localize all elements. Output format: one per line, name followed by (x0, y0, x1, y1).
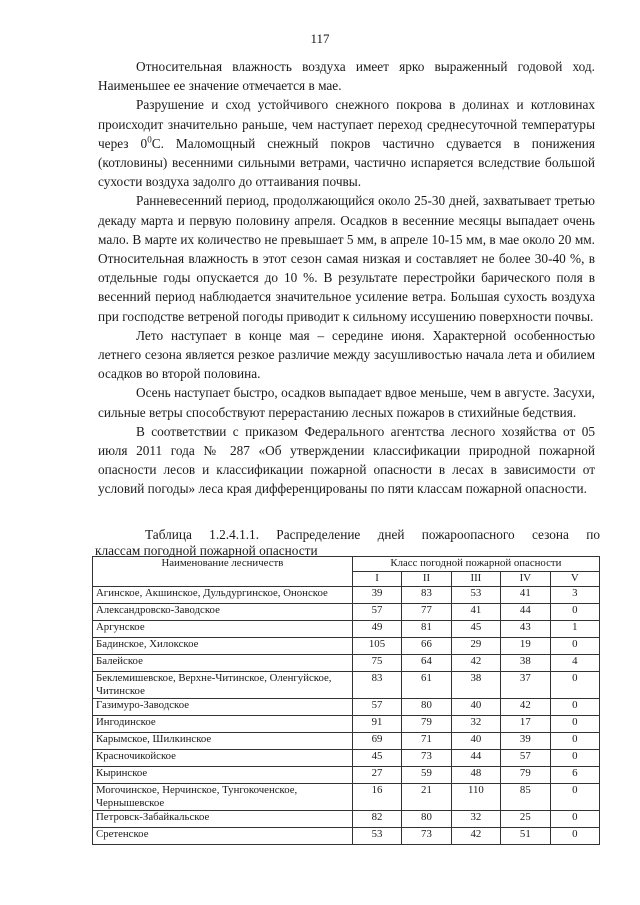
forestry-name-cell: Карымское, Шилкинское (93, 733, 353, 750)
value-cell: 37 (501, 672, 550, 699)
forestry-name-cell: Беклемишевское, Верхне-Читинское, Оленгуйское, Читинское (93, 672, 353, 699)
value-cell: 48 (451, 767, 500, 784)
forestry-name-cell: Аргунское (93, 621, 353, 638)
value-cell: 83 (402, 587, 451, 604)
value-cell: 53 (451, 587, 500, 604)
value-cell: 57 (352, 699, 401, 716)
value-cell: 0 (550, 716, 599, 733)
header-forestry-name: Наименование лесничеств (93, 557, 353, 587)
value-cell: 53 (352, 828, 401, 845)
table-caption (95, 527, 600, 559)
value-cell: 44 (451, 750, 500, 767)
paragraph-summer: Лето наступает в конце мая – середине июня. Характерной особенностью летнего сезона является резкое различие между засушливостью начала лета и обилием осадков во второй половина. (98, 327, 595, 382)
forestry-name-cell: Газимуро-Заводское (93, 699, 353, 716)
header-class-3: III (451, 572, 500, 587)
value-cell: 40 (451, 733, 500, 750)
forestry-name-cell: Сретенское (93, 828, 353, 845)
snow-text-end: С. Маломощный снежный покров частично сдувается в понижения (котловины) весенними сильными ветрами, частично испаряется вследствие большой сухости воздуха задолго до оттаивания почвы. (98, 135, 595, 190)
value-cell: 0 (550, 750, 599, 767)
value-cell: 57 (501, 750, 550, 767)
paragraph-order: В соответствии с приказом Федерального агентства лесного хозяйства от 05 июля 2011 года № 287 «Об утверждении классификации природной пожарной опасности лесов и классификации пожарной опасности в лесах в зависимости от условий погоды» леса края дифференцированы по пяти классам пожарной опасности. (98, 423, 595, 497)
value-cell: 41 (501, 587, 550, 604)
header-class-4: IV (501, 572, 550, 587)
value-cell: 81 (402, 621, 451, 638)
value-cell: 21 (402, 784, 451, 811)
table-row (93, 699, 600, 716)
value-cell: 42 (451, 655, 500, 672)
value-cell: 73 (402, 828, 451, 845)
value-cell: 38 (451, 672, 500, 699)
value-cell: 0 (550, 699, 599, 716)
value-cell: 19 (501, 638, 550, 655)
paragraph-snow-cover (98, 95, 595, 191)
value-cell: 27 (352, 767, 401, 784)
table-row (93, 655, 600, 672)
table-row (93, 587, 600, 604)
table-row (93, 638, 600, 655)
table-row (93, 716, 600, 733)
value-cell: 110 (451, 784, 500, 811)
value-cell: 45 (352, 750, 401, 767)
degree-superscript: 0 (147, 134, 152, 145)
value-cell: 41 (451, 604, 500, 621)
forestry-name-cell: Кыринское (93, 767, 353, 784)
forestry-name-cell: Балейское (93, 655, 353, 672)
value-cell: 0 (550, 638, 599, 655)
table-row (93, 750, 600, 767)
header-class-5: V (550, 572, 599, 587)
page-number: 117 (310, 31, 330, 46)
table-row (93, 672, 600, 699)
value-cell: 43 (501, 621, 550, 638)
value-cell: 0 (550, 811, 599, 828)
paragraph-autumn: Осень наступает быстро, осадков выпадает вдвое меньше, чем в августе. Засухи, сильные ветры способствуют перерастанию лесных пожаров в стихийные бедствия. (98, 385, 595, 420)
value-cell: 61 (402, 672, 451, 699)
value-cell: 32 (451, 811, 500, 828)
value-cell: 42 (451, 828, 500, 845)
forestry-name-cell: Красночикойское (93, 750, 353, 767)
value-cell: 75 (352, 655, 401, 672)
value-cell: 85 (501, 784, 550, 811)
value-cell: 59 (402, 767, 451, 784)
value-cell: 105 (352, 638, 401, 655)
header-danger-class: Класс погодной пожарной опасности (352, 557, 599, 572)
value-cell: 71 (402, 733, 451, 750)
value-cell: 64 (402, 655, 451, 672)
value-cell: 69 (352, 733, 401, 750)
forestry-name-cell: Петровск-Забайкальское (93, 811, 353, 828)
value-cell: 0 (550, 604, 599, 621)
value-cell: 32 (451, 716, 500, 733)
table-caption-line1: Таблица 1.2.4.1.1. Распределение дней пожароопасного сезона по (145, 527, 600, 542)
forestry-name-cell: Ингодинское (93, 716, 353, 733)
value-cell: 6 (550, 767, 599, 784)
value-cell: 80 (402, 699, 451, 716)
value-cell: 0 (550, 733, 599, 750)
value-cell: 4 (550, 655, 599, 672)
value-cell: 42 (501, 699, 550, 716)
body-text (98, 57, 595, 499)
value-cell: 40 (451, 699, 500, 716)
value-cell: 3 (550, 587, 599, 604)
paragraph-humidity: Относительная влажность воздуха имеет ярко выраженный годовой ход. Наименьшее ее значение отмечается в мае. (98, 59, 595, 94)
forestry-name-cell: Агинское, Акшинское, Дульдургинское, Ононское (93, 587, 353, 604)
header-class-1: I (352, 572, 401, 587)
value-cell: 79 (402, 716, 451, 733)
forestry-name-cell: Бадинское, Хилокское (93, 638, 353, 655)
value-cell: 44 (501, 604, 550, 621)
value-cell: 29 (451, 638, 500, 655)
table-row (93, 767, 600, 784)
table-row (93, 811, 600, 828)
value-cell: 1 (550, 621, 599, 638)
value-cell: 82 (352, 811, 401, 828)
forestry-name-cell: Могочинское, Нерчинское, Тунгокоченское, Чернышевское (93, 784, 353, 811)
value-cell: 45 (451, 621, 500, 638)
value-cell: 51 (501, 828, 550, 845)
forestry-name-cell: Александровско-Заводское (93, 604, 353, 621)
table-row (93, 733, 600, 750)
value-cell: 73 (402, 750, 451, 767)
header-class-2: II (402, 572, 451, 587)
value-cell: 91 (352, 716, 401, 733)
value-cell: 80 (402, 811, 451, 828)
value-cell: 0 (550, 828, 599, 845)
table-row (93, 828, 600, 845)
snow-text-start: Разрушение и сход устойчивого снежного покрова в долинах и котловинах происходит значительно раньше, чем наступает переход среднесуточной температуры через 0 (98, 97, 595, 151)
value-cell: 38 (501, 655, 550, 672)
value-cell: 83 (352, 672, 401, 699)
fire-danger-table (92, 556, 600, 845)
value-cell: 77 (402, 604, 451, 621)
table-row (93, 604, 600, 621)
table-row (93, 621, 600, 638)
value-cell: 0 (550, 672, 599, 699)
value-cell: 39 (501, 733, 550, 750)
value-cell: 16 (352, 784, 401, 811)
value-cell: 49 (352, 621, 401, 638)
value-cell: 17 (501, 716, 550, 733)
table-caption-line2: классам погодной пожарной опасности (95, 543, 318, 558)
value-cell: 39 (352, 587, 401, 604)
value-cell: 79 (501, 767, 550, 784)
value-cell: 66 (402, 638, 451, 655)
value-cell: 25 (501, 811, 550, 828)
paragraph-early-spring: Ранневесенний период, продолжающийся около 25-30 дней, захватывает третью декаду марта и первую половину апреля. Осадков в весенние месяцы выпадает очень мало. В марте их количество не превышает 5 мм, в апреле 10-15 мм, в мае около 20 мм. Относительная влажность в этот сезон самая низкая и составляет не более 30-40 %, в отдельные годы опускается до 10 %. В результате перестройки барического поля в весенний период наблюдается значительное усиление ветра. Большая сухость воздуха при господстве ветреной погоды приводит к сильному иссушению поверхности почвы. (98, 193, 595, 324)
value-cell: 0 (550, 784, 599, 811)
value-cell: 57 (352, 604, 401, 621)
table-row (93, 784, 600, 811)
